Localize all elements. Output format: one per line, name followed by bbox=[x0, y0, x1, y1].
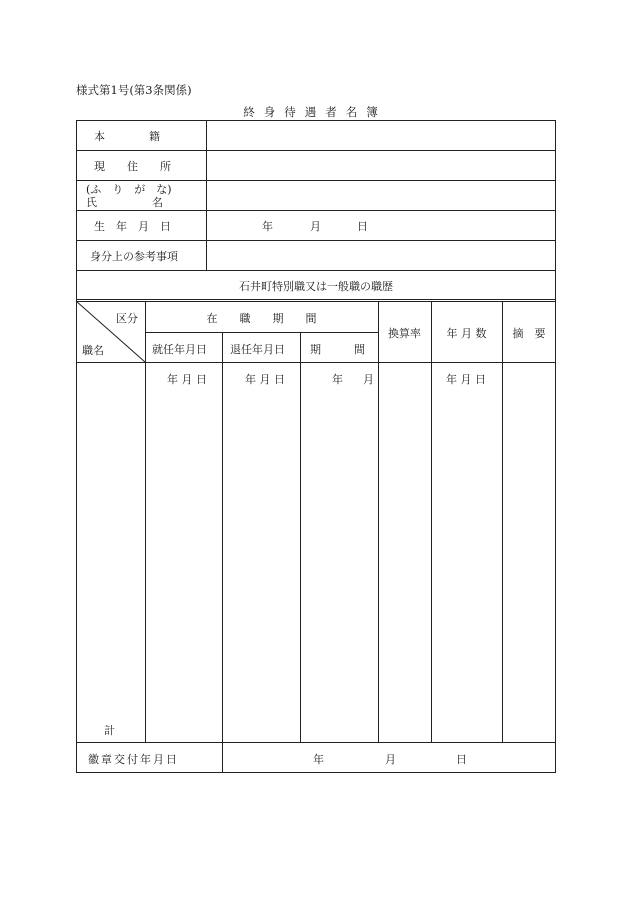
honseki-label: 本 籍 bbox=[94, 130, 160, 143]
period-header: 期 間 bbox=[310, 343, 365, 356]
furigana-label: (ふ り が な) bbox=[86, 183, 172, 196]
service-period-header: 在 職 期 間 bbox=[206, 312, 317, 325]
medal-day: 日 bbox=[456, 753, 467, 766]
reference-label: 身分上の参考事項 bbox=[90, 250, 178, 263]
medal-date-label: 徽章交付年月日 bbox=[88, 753, 179, 766]
start-date-header: 就任年月日 bbox=[152, 343, 207, 356]
form-title: 終身待遇者名簿 bbox=[243, 105, 387, 119]
end-date-header: 退任年月日 bbox=[230, 343, 285, 356]
birth-year: 年 bbox=[262, 220, 273, 233]
medal-year: 年 bbox=[313, 753, 324, 766]
birth-month: 月 bbox=[310, 220, 321, 233]
kubun-label: 区分 bbox=[116, 312, 138, 325]
birthdate-label: 生 年 月 日 bbox=[94, 220, 171, 233]
summary-header: 摘 要 bbox=[512, 327, 546, 340]
years-months-placeholder: 年 月 日 bbox=[446, 373, 486, 386]
end-date-placeholder: 年 月 日 bbox=[245, 373, 285, 386]
form-number-label: 様式第1号(第3条関係) bbox=[76, 83, 192, 97]
career-section-title: 石井町特別職又は一般職の職歴 bbox=[239, 280, 393, 293]
start-date-placeholder: 年 月 日 bbox=[167, 373, 207, 386]
period-month-placeholder: 月 bbox=[363, 373, 374, 386]
conversion-rate-header: 換算率 bbox=[388, 327, 421, 340]
shokumei-label: 職名 bbox=[82, 344, 104, 357]
total-label: 計 bbox=[104, 724, 115, 737]
birth-day: 日 bbox=[357, 220, 368, 233]
name-label: 氏 名 bbox=[86, 196, 163, 209]
medal-month: 月 bbox=[385, 753, 396, 766]
years-months-header: 年 月 数 bbox=[446, 327, 487, 340]
period-year-placeholder: 年 bbox=[332, 373, 343, 386]
address-label: 現 住 所 bbox=[94, 160, 171, 173]
